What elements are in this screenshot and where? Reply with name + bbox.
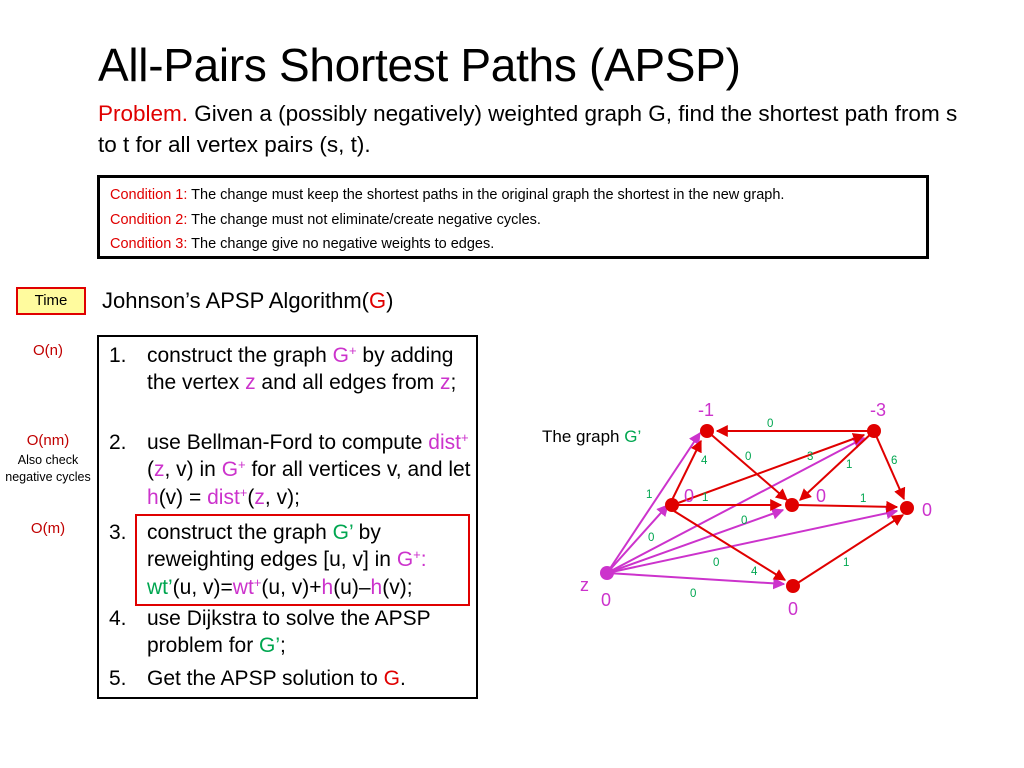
edge-weight: 4 (751, 566, 758, 578)
vertex-label: 0 (601, 590, 612, 610)
vertex-z (600, 566, 614, 580)
slide-title: All-Pairs Shortest Paths (APSP) (98, 39, 741, 91)
edge-weight: 1 (843, 557, 850, 569)
edge-weight: 1 (646, 489, 653, 501)
edge-weight: 4 (701, 455, 708, 467)
graph-caption: The graph G’ (542, 427, 642, 446)
problem-label: Problem. (98, 101, 189, 126)
edge-b-e (874, 431, 904, 499)
problem-text: Given a (possibly negatively) weighted graph G, find the shortest path from s to t for all vertex pairs (s, t). (98, 101, 958, 157)
step-number: 4. (109, 607, 127, 630)
vertex-label: 0 (922, 500, 933, 520)
edge-a-d (707, 431, 787, 500)
condition-label: Condition 1: (110, 187, 188, 203)
complexity-step-2: O(nm) (26, 432, 70, 449)
conditions-box (97, 175, 929, 259)
algorithm-name: Johnson’s APSP Algorithm( (102, 288, 370, 313)
step-3-highlight (135, 514, 470, 606)
step-text: use Bellman-Ford to compute dist+(z, v) in G+ for all vertices v, and let h(v) = dist+(z, v); (147, 429, 471, 509)
step-number: 1. (109, 344, 127, 367)
edge-weight: 1 (846, 459, 853, 471)
step-text: construct the graph G+ by adding the vertex z and all edges from z; (147, 342, 457, 395)
condition-label: Condition 2: (110, 211, 188, 228)
condition-text: The change give no negative weights to edges. (187, 236, 495, 252)
vertex-a (700, 424, 714, 438)
problem-statement (98, 98, 958, 160)
vertex-f (786, 579, 800, 593)
vertex-b (867, 424, 881, 438)
edge-weight: 6 (891, 455, 898, 467)
edge-weight: 1 (860, 493, 867, 505)
step-number: 2. (109, 431, 127, 454)
vertex-c (665, 498, 679, 512)
vertex-label: -3 (870, 400, 887, 420)
algorithm-arg: G (369, 288, 387, 313)
edge-weight: 0 (741, 515, 748, 527)
step-text: construct the graph G’ by reweighting edges [u, v] in G+: wt’(u, v)=wt+(u, v)+h(u)–h(v); (147, 521, 427, 599)
edge-weight: 0 (745, 451, 752, 463)
vertex-label: -1 (698, 400, 715, 420)
vertex-d (785, 498, 799, 512)
condition-text: The change must keep the shortest paths in the original graph the shortest in the new graph. (187, 187, 785, 203)
edge-d-e (797, 505, 897, 507)
edge-weight: 3 (807, 451, 814, 463)
condition-text: The change must not eliminate/create negative cycles. (187, 211, 541, 228)
condition-2 (110, 208, 926, 233)
condition-label: Condition 3: (110, 236, 188, 252)
complexity-step-3: O(m) (30, 520, 66, 537)
edge-z-f (607, 573, 784, 584)
step-text: use Dijkstra to solve the APSP problem for G’; (147, 607, 431, 658)
step-number: 5. (109, 667, 127, 690)
reweighted-graph (560, 390, 1000, 630)
source-edges (607, 433, 897, 584)
vertex-label: 0 (684, 486, 695, 506)
vertex-label: 0 (788, 599, 799, 619)
vertex-label: 0 (816, 486, 827, 506)
edge-weight: 0 (690, 588, 697, 600)
algorithm-title (102, 285, 393, 317)
edge-f-e (793, 515, 903, 586)
vertex-e (900, 501, 914, 515)
time-badge: Time (16, 287, 86, 315)
condition-1 (110, 183, 926, 208)
complexity-step-1: O(n) (33, 342, 63, 359)
edge-weight: 1 (702, 492, 709, 504)
step-text: Get the APSP solution to G. (147, 667, 406, 690)
edge-weight: 0 (767, 418, 774, 430)
edge-weight: 0 (648, 532, 655, 544)
edge-c-f (674, 511, 785, 580)
condition-3 (110, 232, 926, 257)
algorithm-close: ) (386, 288, 394, 313)
edge-weight: 0 (713, 557, 720, 569)
step-number: 3. (109, 521, 127, 544)
vertex-name: z (580, 575, 589, 595)
complexity-note: Also check negative cycles (5, 453, 91, 484)
